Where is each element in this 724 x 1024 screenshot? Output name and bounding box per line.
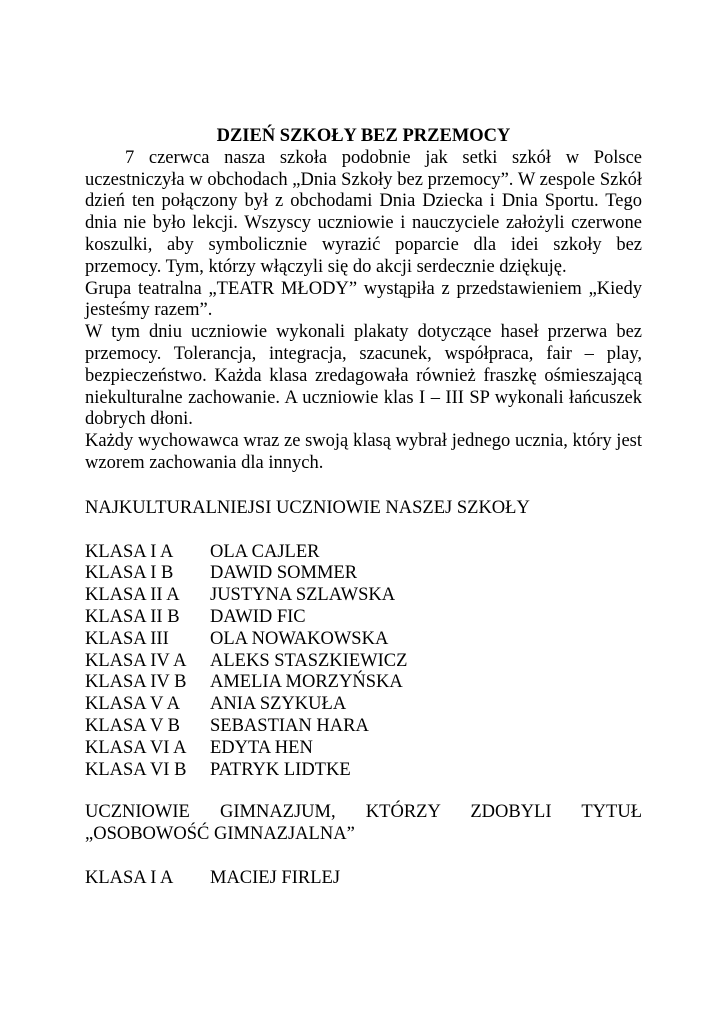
paragraph-3: W tym dniu uczniowie wykonali plakaty dotyczące haseł przerwa bez przemocy. Tolerancja, integracja, szacunek, współpraca, fair – play, bezpieczeństwo. Każda klasa zredagowała również fraszkę ośmieszającą niekulturalne zachowanie. A uczniowie klas I – III SP wykonali łańcuszek dobrych dłoni. [85,322,642,430]
list-item [85,868,642,890]
class-label: KLASA I B [85,563,174,584]
list-item [85,585,642,607]
student-name: PATRYK LIDTKE [210,759,351,780]
class-label: KLASA I A [85,541,174,562]
list-item [85,716,642,738]
list-item [85,738,642,760]
list-item [85,672,642,694]
heading-line-2: „OSOBOWOŚĆ GIMNAZJALNA” [85,824,355,845]
student-name: JUSTYNA SZLAWSKA [210,585,396,606]
paragraph-2: Grupa teatralna „TEATR MŁODY” wystąpiła z przedstawieniem „Kiedy jesteśmy razem”. [85,278,642,321]
list-item [85,607,642,629]
class-label: KLASA IV A [85,650,187,671]
class-label: KLASA V A [85,694,180,715]
class-list [85,542,642,782]
student-name: DAWID FIC [210,606,306,627]
list-item [85,760,642,782]
student-name: ALEKS STASZKIEWICZ [210,650,408,671]
class-label: KLASA V B [85,715,180,736]
class-label: KLASA VI A [85,737,187,758]
heading-line-1: UCZNIOWIE GIMNAZJUM, KTÓRZY ZDOBYLI TYTUŁ [85,802,642,823]
intro-text [85,148,642,475]
class-label: KLASA IV B [85,672,187,693]
list-item [85,651,642,673]
section-heading-gimnazjum [85,802,642,846]
class-label: KLASA I A [85,867,174,888]
class-label: KLASA II B [85,606,180,627]
student-name: EDYTA HEN [210,737,313,758]
student-name: AMELIA MORZYŃSKA [210,672,403,693]
student-name: OLA CAJLER [210,541,320,562]
list-item [85,694,642,716]
class-label: KLASA II A [85,585,180,606]
student-name: SEBASTIAN HARA [210,715,369,736]
list-item [85,563,642,585]
paragraph-4: Każdy wychowawca wraz ze swoją klasą wybrał jednego ucznia, który jest wzorem zachowania dla innych. [85,431,642,473]
class-label: KLASA III [85,628,169,649]
gimnazjum-list [85,868,642,890]
student-name: ANIA SZYKUŁA [210,694,347,715]
paragraph-1: 7 czerwca nasza szkoła podobnie jak setki szkół w Polsce uczestniczyła w obchodach „Dnia Szkoły bez przemocy”. W zespole Szkół dzień ten połączony był z obchodami Dnia Dziecka i Dnia Sportu. Tego dnia nie było lekcji. Wszyscy uczniowie i nauczyciele założyli czerwone koszulki, aby symbolicznie wyrazić poparcie dla idei szkoły bez przemocy. Tym, którzy włączyli się do akcji serdecznie dziękuję. [85,147,642,277]
student-name: OLA NOWAKOWSKA [210,628,389,649]
student-name: MACIEJ FIRLEJ [210,867,341,888]
student-name: DAWID SOMMER [210,563,358,584]
class-label: KLASA VI B [85,759,187,780]
list-item [85,629,642,651]
document-title: DZIEŃ SZKOŁY BEZ PRZEMOCY [216,126,511,146]
list-item [85,542,642,564]
section-heading-school: NAJKULTURALNIEJSI UCZNIOWIE NASZEJ SZKOŁY [85,497,530,518]
